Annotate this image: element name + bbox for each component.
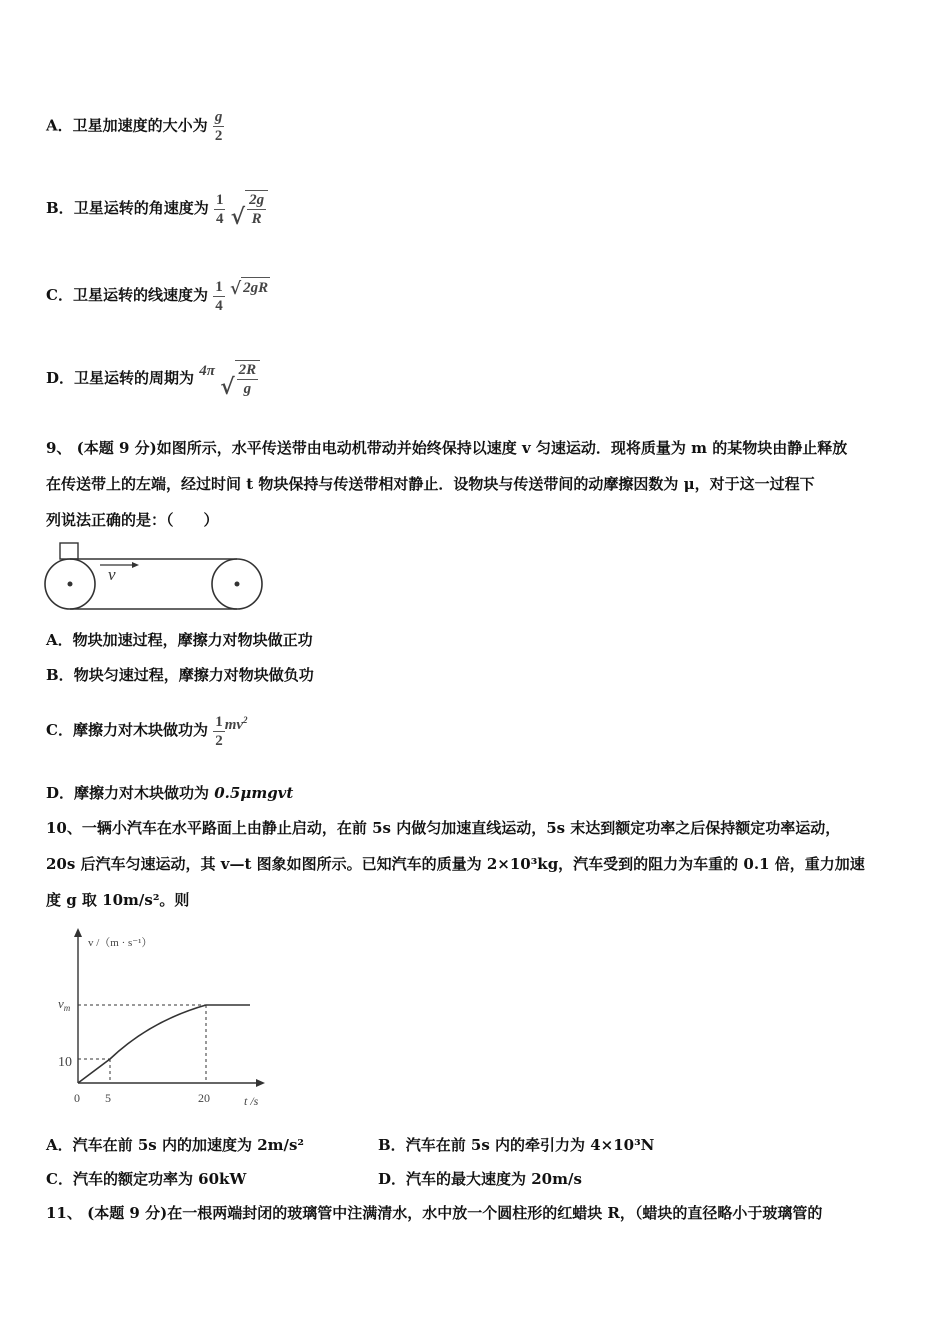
option-text: 物块加速过程，摩擦力对物块做正功 xyxy=(72,631,313,649)
left-pulley-axle xyxy=(68,582,73,587)
fraction-denominator: g xyxy=(243,381,252,397)
option-label: A． xyxy=(46,631,73,649)
q8-option-b xyxy=(46,190,268,228)
option-label: B． xyxy=(46,199,74,217)
radicand: 2gR xyxy=(241,277,270,298)
option-text: 卫星运转的周期为 xyxy=(74,369,195,387)
question-text-line: 在传送带上的左端，经过时间 t 物块保持与传送带相对静止．设物块与传送带间的动摩擦因数为 μ，对于这一过程下 xyxy=(46,475,815,493)
question-number: 11、 xyxy=(46,1204,82,1222)
question-11 xyxy=(46,1195,916,1231)
fraction-denominator: 2 xyxy=(215,732,223,749)
question-text-line: 一辆小汽车在水平路面上由静止启动，在前 5s 内做匀加速直线运动，5s 末达到额定功率之后保持额定功率运动， xyxy=(81,819,841,837)
tick-x-0: 0 xyxy=(74,1091,80,1105)
coefficient: 4π xyxy=(199,363,215,379)
radical-sign: √ xyxy=(230,204,246,230)
fraction-numerator: 1 xyxy=(215,713,223,730)
option-text: 汽车的最大速度为 20m/s xyxy=(406,1170,582,1188)
option-label: C． xyxy=(46,721,73,739)
question-score: (本题 9 分) xyxy=(87,1204,168,1222)
question-9 xyxy=(46,430,916,538)
y-axis-label: v /（m · s⁻¹） xyxy=(88,937,153,949)
tick-x-5: 5 xyxy=(105,1091,111,1105)
option-label: D． xyxy=(378,1170,407,1188)
option-label: A． xyxy=(46,1136,73,1154)
option-text: 摩擦力对木块做功为 xyxy=(74,784,215,802)
option-label: C． xyxy=(46,1170,73,1188)
fraction-denominator: 2 xyxy=(214,128,223,144)
q8-option-a xyxy=(46,108,224,145)
option-text: 卫星加速度的大小为 xyxy=(72,116,208,135)
question-text-line: 在一根两端封闭的玻璃管中注满清水，水中放一个圆柱形的红蜡块 R，（蜡块的直径略小于玻璃管的 xyxy=(167,1204,823,1222)
velocity-label: v xyxy=(108,565,116,584)
q8-option-c xyxy=(46,277,270,315)
fraction-numerator: g xyxy=(214,109,223,125)
q9-option-d xyxy=(46,783,293,803)
q10-option-c xyxy=(46,1168,246,1189)
question-10 xyxy=(46,810,916,918)
fraction-numerator: 1 xyxy=(215,191,224,208)
q10-option-b xyxy=(378,1134,654,1155)
radical-sign: √ xyxy=(220,374,235,400)
fraction-g-over-2 xyxy=(213,108,225,145)
vm-label-main: v xyxy=(58,996,64,1011)
coefficient-fraction xyxy=(214,191,226,228)
option-expression: 0.5μmgvt xyxy=(214,784,294,802)
option-text: 汽车在前 5s 内的牵引力为 4×10³N xyxy=(405,1136,655,1154)
option-label: B． xyxy=(378,1136,406,1154)
q9-option-c xyxy=(46,710,248,750)
radical-sign: √ xyxy=(229,279,242,299)
fraction-denominator: 4 xyxy=(215,297,223,314)
question-text-line: 列说法正确的是：（ ） xyxy=(46,511,219,529)
fraction-one-half xyxy=(213,713,225,750)
q10-option-a xyxy=(46,1134,304,1155)
option-text: 卫星运转的角速度为 xyxy=(73,199,209,217)
question-text-line: 如图所示，水平传送带由电动机带动并始终保持以速度 v 匀速运动．现将质量为 m 的某物块由静止释放 xyxy=(156,439,848,457)
square-root xyxy=(230,277,270,298)
question-score: (本题 9 分) xyxy=(76,439,157,457)
fraction-numerator: 2R xyxy=(238,362,257,378)
option-label: D． xyxy=(46,369,75,387)
question-number: 9、 xyxy=(46,439,72,457)
square-root xyxy=(220,360,260,398)
fraction-denominator: R xyxy=(251,211,262,227)
q9-option-a xyxy=(46,630,313,650)
x-axis-arrowhead xyxy=(256,1079,265,1087)
velocity-curve xyxy=(78,1005,250,1083)
option-label: B． xyxy=(46,666,74,684)
q9-option-b xyxy=(46,665,314,685)
option-label: C． xyxy=(46,286,73,304)
question-number: 10、 xyxy=(46,819,82,837)
x-axis-label: t /s xyxy=(244,1094,259,1108)
expression-exponent: 2 xyxy=(243,715,248,725)
vm-label-subscript: m xyxy=(63,1003,71,1013)
expression-mv2 xyxy=(225,717,248,733)
option-text: 汽车的额定功率为 60kW xyxy=(72,1170,247,1188)
fraction-denominator: 4 xyxy=(215,210,224,227)
tick-y-10: 10 xyxy=(58,1055,72,1070)
vm-label xyxy=(58,996,71,1013)
option-text: 汽车在前 5s 内的加速度为 2m/s² xyxy=(72,1136,304,1154)
vt-graph xyxy=(50,925,280,1110)
velocity-arrowhead xyxy=(132,562,139,568)
tick-x-20: 20 xyxy=(198,1091,210,1105)
y-axis-arrowhead xyxy=(74,928,82,937)
fraction-numerator: 2g xyxy=(249,192,265,208)
question-text-line: 度 g 取 10m/s²。则 xyxy=(46,891,190,909)
block xyxy=(60,543,78,559)
conveyor-belt-figure xyxy=(40,540,270,615)
coefficient-fraction xyxy=(213,278,225,315)
square-root xyxy=(231,190,268,228)
right-pulley-axle xyxy=(235,582,240,587)
q8-option-d xyxy=(46,360,260,398)
option-text: 物块匀速过程，摩擦力对物块做负功 xyxy=(73,666,314,684)
option-label: A． xyxy=(46,116,73,135)
expression-base: mv xyxy=(224,717,244,733)
option-text: 卫星运转的线速度为 xyxy=(72,286,208,304)
option-text: 摩擦力对木块做功为 xyxy=(72,721,208,739)
question-text-line: 20s 后汽车匀速运动，其 v—t 图象如图所示。已知汽车的质量为 2×10³kg，汽车受到的阻力为车重的 0.1 倍，重力加速 xyxy=(46,855,865,873)
q10-option-d xyxy=(378,1168,582,1189)
option-label: D． xyxy=(46,784,75,802)
fraction-numerator: 1 xyxy=(215,278,223,295)
